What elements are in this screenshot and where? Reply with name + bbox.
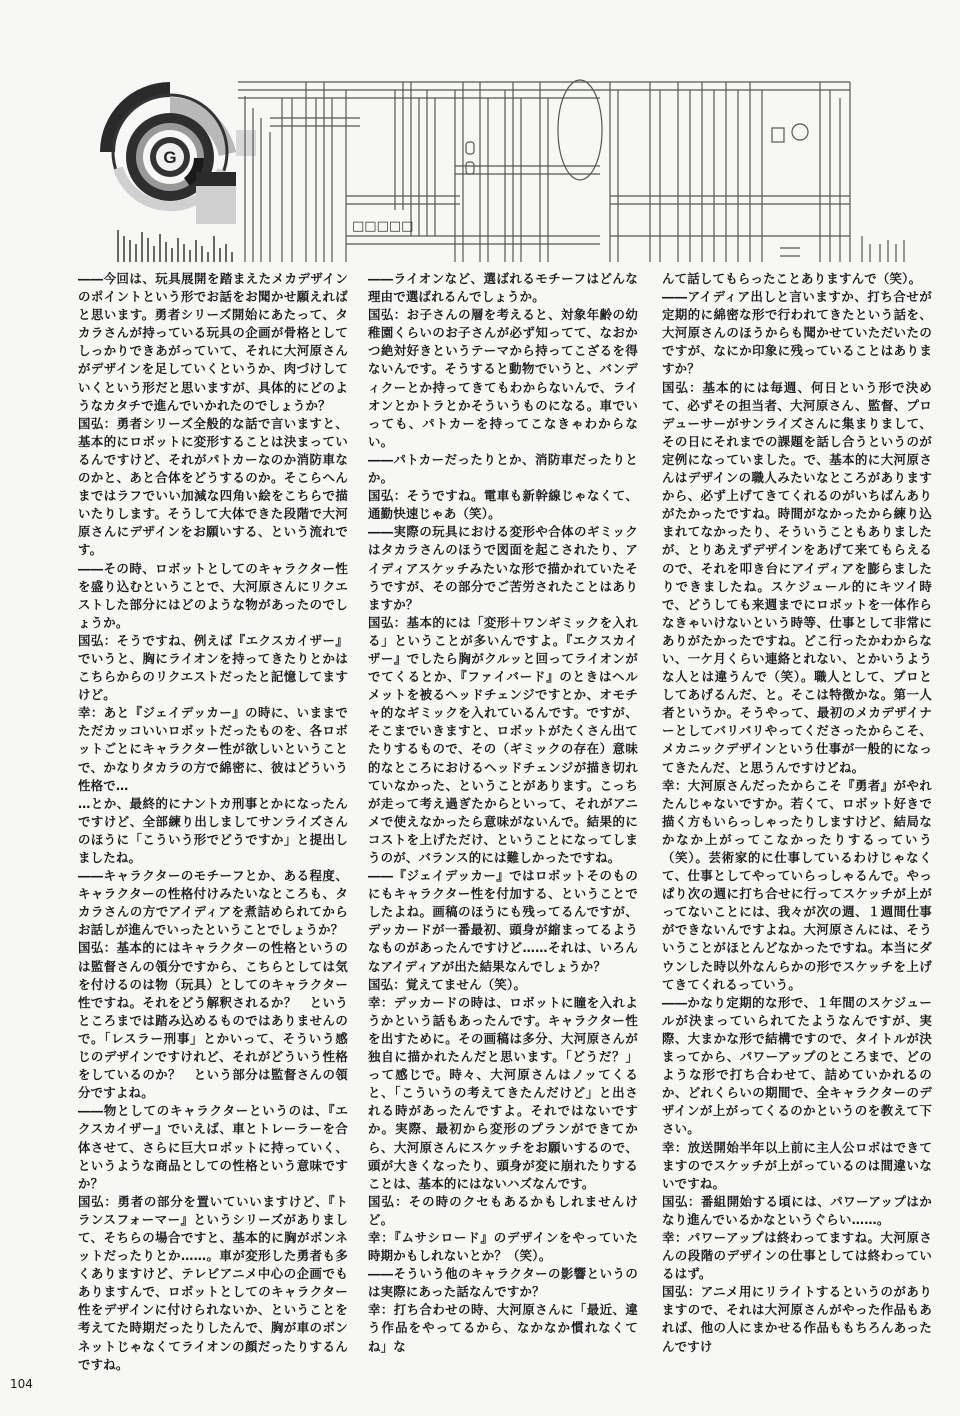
paragraph: 国弘：お子さんの層を考えると、対象年齢の幼稚園くらいのお子さんが必ず知ってて、なおかつ絶対好きというテーマから持ってこざるを得ないんです。そうすると動物でいうと、バンディクーとか持ってきてもわからないんで、ライオンとかトラとかそういうものになる。車でいっても、パトカーを持ってこなきゃわからない。 [368, 307, 638, 449]
paragraph: ――ライオンなど、選ばれるモチーフはどんな理由で選ばれるんでしょうか。 [368, 271, 638, 305]
paragraph: 国弘：基本的には毎週、何日という形で決めて、必ずその担当者、大河原さん、監督、プロデューサーがサンライズさんに集まりまして、その日にそれまでの課題を話し合うというのが定例になっていました。で、基本的に大河原さんはデザインの職人みたいなところがありますから、必ず上げてきてくれるのがいちばんありがたかったですね。時間がなかったから練り込まれてなかったり、そういうこともありましたが、とりあえずデザインをあげて来てもらえるので、それを叩き台にアイディアを膨らましたりできましたね。スケジュール的にキツイ時で、どうしても来週までにロボットを一体作らなきゃいけないという時等、仕事として非常にありがたかったですね。どこ行ったかわからない、一ケ月くらい連絡とれない、とかいうような人とは違うんで（笑）。職人として、プロとしてあげるんだ、と。そこは特徴かな。第一人者というか。そうやって、最初のメカデザイナーとしてバリバリやってくださったからこそ、メカニックデザインという仕事が一般的になってきたんだ、と思うんですけどね。 [662, 379, 932, 775]
paragraph: ――パトカーだったりとか、消防車だったりとか。 [368, 451, 638, 486]
paragraph: 国弘：勇者シリーズ全般的な話で言いますと、基本的にロボットに変形することは決まっているんですけど、それがパトカーなのか消防車なのかと、あと合体をどうするのか。そこらへんまではラフでいい加減な四角い絵をこちらで描いたりします。そうして大体できた段階で大河原さんにデザインをお願いする、という流れです。 [78, 415, 348, 558]
paragraph: ――実際の玩具における変形や合体のギミックはタカラさんのほうで図面を起こされたり、アイディアスケッチみたいな形で描かれていたそうですが、その部分でご苦労されたことはありますか？ [368, 524, 638, 612]
paragraph: 幸：パワーアップは終わってますね。大河原さんの段階のデザインの仕事としては終わっているはず。 [662, 1229, 932, 1282]
paragraph: ――キャラクターのモチーフとか、ある程度、キャラクターの性格付けみたいなところも、タカラさんの方でアイディアを煮詰められてからお話しが進んでいったということでしょうか？ [78, 868, 348, 938]
page-number: 104 [10, 1377, 33, 1391]
text-column-3 [662, 270, 932, 1356]
paragraph: 国弘：基本的には「変形＋ワンギミックを入れる」ということが多いんですよ。『エクスカイザー』でしたら胸がクルッと回ってライオンがでてくるとか、『ファイバード』のときはヘルメットを被るヘッドチェンジですとか、オモチャ的なギミックを入れているんです。ですが、そこまでいきますと、ロボットがたくさん出てたりするもので、その（ギミックの存在）意味的なところにおけるヘッドチェンジが描き切れていなかった、ということがあります。こっちが走って考え過ぎたからといって、それがアニメで使えなかったら意味がないんで。結果的にコストを上げただけ、ということになってしまうのが、バランス的には難しかったですね。 [368, 614, 638, 865]
paragraph: ――その時、ロボットとしてのキャラクター性を盛り込むということで、大河原さんにリクエストした部分にはどのような物があったのでしょうか。 [78, 560, 348, 630]
label-block: □□□□□ [352, 219, 414, 234]
paragraph: 国弘：そうですね。電車も新幹線じゃなくて、通勤快速じゃあ（笑）。 [368, 488, 638, 522]
paragraph: …とか、最終的にナントカ刑事とかになったんですけど、全部練り出しましてサンライズさんのほうに「こういう形でどうですか」と提出しましたね。 [78, 795, 348, 865]
paragraph: 国弘：勇者の部分を置いていいますけど、『トランスフォーマー』というシリーズがありまして、そちらの場合ですと、基本的に胸がボンネットだったりとか……。車が変形した勇者も多くありますけど、テレビアニメ中心の企画でもありますんで、ロボットとしてのキャラクター性をデザインに付けられないか、ということを考えてた時期だったりしたんで、胸が車のボンネットじゃなくてライオンの顔だったりするんですね。 [78, 1193, 348, 1372]
paragraph: ――アイディア出しと言いますか、打ち合せが定期的に綿密な形で行われてきたという話を、大河原さんのほうからも聞かせていただいたのですが、なにか印象に残っていることはありますか？ [662, 289, 932, 377]
paragraph: んて話してもらったことありますんで（笑）。 [662, 271, 922, 286]
paragraph: 国弘：アニメ用にリライトするというのがありますので、それは大河原さんがやった作品もあれば、他の人にまかせる作品ももちろんあったんですけ [662, 1284, 932, 1354]
paragraph: ――今回は、玩具展開を踏まえたメカデザインのポイントという形でお話をお聞かせ願えればと思います。勇者シリーズ開始にあたって、タカラさんが持っている玩具の企画が骨格としてしっかりできあがっていて、それに大河原さんがデザインを足していくというか、肉づけしていくという形だと思いますが、具体的にどのようなカタチで進んでいかれたのでしょうか？ [78, 271, 348, 413]
paragraph: 幸：打ち合わせの時、大河原さんに「最近、違う作品をやってるから、なかなか慣れなくてね」な [368, 1302, 638, 1354]
target-emblem [100, 82, 256, 224]
paragraph: 幸：あと『ジェイデッカー』の時に、いままでただカッコいいロボットだったものを、各ロボットごとにキャラクター性が欲しいということで、かなりタカラの方で綿密に、彼はどういう性格で… [78, 705, 348, 793]
tick-bars [118, 230, 232, 262]
paragraph: ――そういう他のキャラクターの影響というのは実際にあった話なんですか？ [368, 1266, 638, 1300]
text-column-1 [78, 270, 348, 1374]
paragraph: 幸：大河原さんだったからこそ『勇者』がやれたんじゃないですか。若くて、ロボット好きで描く方もいらっしゃったりしますけど、結局なかなか上がってこなかったりするっていう（笑）。芸術家的に仕事しているわけじゃなくて、仕事としてやっていらっしゃるんで。やっぱり次の週に打ち合せに行ってスケッチが上がってないことには、我々が次の週、１週間仕事ができないんですよね。大河原さんには、そういうことがほとんどなかったですね。本当にダウンした時以外なんらかの形でスケッチを上げてきてくれるっていう。 [662, 777, 932, 992]
logo-letter: G [163, 148, 177, 167]
paragraph: 国弘：基本的にはキャラクターの性格というのは監督さんの領分ですから、こちらとしては気を付けるのは物（玩具）としてのキャラクター性ですね。それをどう解釈されるか？ というところまでは踏み込めるものではありませんので。「レスラー刑事」とかいって、そういう感じのデザインですけれど、それがどういう性格をしているのか？ という部分は監督さんの領分ですよね。 [78, 940, 348, 1101]
paragraph: 幸：『ムサシロード』のデザインをやっていた時期かもしれないとか？（笑）。 [368, 1229, 638, 1264]
text-column-2 [368, 270, 638, 1356]
paragraph: 国弘：その時のクセもあるかもしれませんけど。 [368, 1193, 638, 1227]
circuit-lines [238, 80, 904, 262]
paragraph: ――『ジェイデッカー』ではロボットそのものにもキャラクター性を付加する、ということでしたよね。画稿のほうにも残ってるんですが、デッカードが一番最初、頭身が縮まってるようなものがあったんですけど……それは、いろんなアイディアが出た結果なんでしょうか？ [368, 868, 638, 974]
paragraph: ――物としてのキャラクターというのは、『エクスカイザー』でいえば、車とトレーラーを合体させて、さらに巨大ロボットに持っていく、というような商品としての性格という意味ですか？ [78, 1103, 348, 1191]
paragraph: ――かなり定期的な形で、１年間のスケジュールが決まっていられてたようなんですが、実際、大まかな形で結構ですので、タイトルが決まってから、パワーアップのところまで、どのような形で打ち合わせて、詰めていかれるのか、どれくらいの期間で、全キャラクターのデザインが上がってくるのかというのを教えて下さい。 [662, 994, 932, 1137]
paragraph: 幸：デッカードの時は、ロボットに瞳を入れようかという話もあったんです。キャラクター性を出すために。その画稿は多分、大河原さんが独自に描かれたんだと思います。「どうだ？」って感じで。時々、大河原さんはノッてくると、「こういうの考えてきたんだけど」と出される時があったんですよ。それではないですか。実際、最初から変形のプランができてから、大河原さんにスケッチをお願いするので、頭が大きくなったり、頭身が変に崩れたりすることは、基本的にはないハズなんです。 [368, 994, 638, 1191]
paragraph: 国弘：そうですね、例えば『エクスカイザー』でいうと、胸にライオンを持ってきたりとかはこちらからのリクエストだったと記憶してますけど。 [78, 632, 348, 703]
paragraph: 国弘：番組開始する頃には、パワーアップはかなり進んでいるかなというぐらい……。 [662, 1193, 932, 1227]
header-graphic [0, 0, 960, 275]
paragraph: 幸：放送開始半年以上前に主人公ロボはできてますのでスケッチが上がっているのは間違いないですね。 [662, 1139, 932, 1191]
paragraph: 国弘：覚えてません（笑）。 [368, 976, 527, 992]
